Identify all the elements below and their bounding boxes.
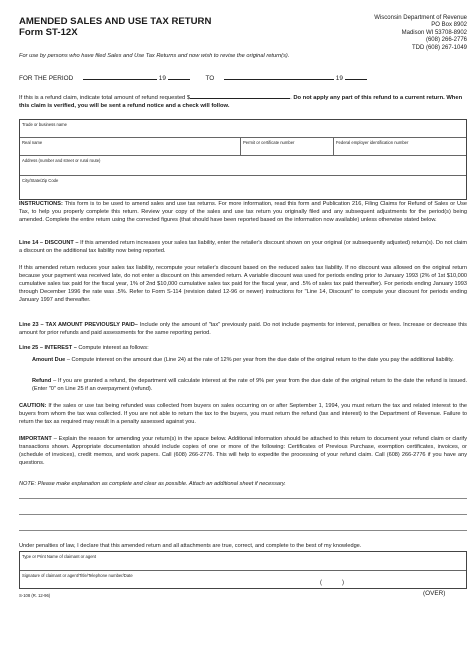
instructions-label: INSTRUCTIONS: [19, 201, 63, 207]
note-text: NOTE: Please make explanation as complete and clear as possible. Attach an additional sheet if necessary. [19, 481, 286, 487]
refund-claim-label: If this is a refund claim, indicate total amount of refund requested $ [19, 95, 191, 101]
form-title [19, 16, 211, 38]
phone-open-paren: ( [320, 580, 322, 586]
address-row[interactable] [20, 156, 466, 176]
period-start-year-field[interactable] [168, 73, 190, 80]
permit-number-field[interactable] [240, 138, 333, 155]
agency-name: Wisconsin Department of Revenue [374, 15, 467, 21]
line25-label: Line 25 – INTEREST – [19, 345, 77, 351]
amount-due-label: Amount Due [32, 357, 66, 363]
phone-close-paren: ) [342, 580, 344, 586]
refund-claim-warning: Do not apply any part of this refund to a current return. When this claim is verified, you will be sent a refund notice and a check will follow. [19, 95, 463, 109]
agency-city: Madison WI 53708-8902 [401, 29, 467, 36]
real-name-row [20, 138, 466, 156]
explanation-line-2[interactable] [19, 514, 467, 515]
period-to-label: TO [205, 75, 215, 82]
amount-due-section [19, 357, 467, 365]
line14-para2: If this amended return reduces your sales tax liability, recompute your retailer's discount based on the reduced sales tax liability. If no discount was allowed on the original return because your payment was received late, do not enter a discount on this amended return. A variable discount was used for periods ending prior to January 1993 (2% of 1st $10,000 cumulative sales tax paid for the fiscal year, 1% of 2nd $10,000 cumulative sales tax paid for the fiscal year, and .5% of sales tax paid thereafter). For periods ending January 1993 through December 1996 the rate was .5%. Refer to Form S-114 (revision dated 12-96 or newer) instructions for "Line 14, Discount" to compute your discount for periods ending January 1997 and thereafter. [19, 265, 467, 303]
period-end-year-field[interactable] [345, 73, 367, 80]
period-end-field[interactable] [224, 73, 334, 80]
line14-text: If this amended return increases your sales tax liability, enter the retailer's discount shown on your original (or subsequently adjusted) return(s). Do not claim a discount on the additional tax liability now being reported. [19, 240, 467, 254]
city-state-zip-label: City/State/Zip Code [22, 177, 59, 183]
line23-label: Line 23 – TAX AMOUNT PREVIOUSLY PAID– [19, 322, 138, 328]
caution-label: CAUTION: [19, 403, 47, 409]
period-start-field[interactable] [83, 73, 157, 80]
declaration-text: Under penalties of law, I declare that this amended return and all attachments are true, correct, and complete to the best of my knowledge. [19, 543, 362, 549]
trade-name-row[interactable] [20, 120, 466, 138]
form-title-main: AMENDED SALES AND USE TAX RETURN [19, 16, 212, 27]
taxpayer-info-box [19, 119, 467, 200]
form-code: S-108 (R. 12-96) [19, 593, 51, 598]
line23-text: Include only the amount of "tax" previously paid. Do not include payments for interest, penalties or fees. Increase or decrease this amount for prior refunds and paid assessments for the same reporting period. [19, 322, 467, 336]
real-name-field[interactable] [20, 138, 240, 155]
line14-label: Line 14 – DISCOUNT – [19, 240, 79, 246]
federal-id-label: Federal employer identification number [336, 139, 409, 145]
refund-interest-text: – If you are granted a refund, the department will calculate interest at the rate of 9% per year from the due date of the original return to the date the refund is issued. (Enter "0" on Line 25 if an overpayment (refund). [32, 378, 467, 392]
line23-section [19, 322, 467, 338]
important-label: IMPORTANT [19, 436, 52, 442]
permit-number-label: Permit or certificate number [243, 139, 295, 145]
line25-section [19, 345, 467, 353]
signature-field[interactable] [20, 571, 466, 590]
trade-name-label: Trade or business name [22, 121, 67, 127]
important-text: – Explain the reason for amending your return(s) in the space below. Additional information should be attached to this return to document your refund claim or clarify transactions shown. Appropriate documentation should include copies of one or more of the following: Certificates of Previous Purchase, exemption certificates, invoices, or (schedule of invoices), credit memos, and work papers. Call (608) 266-2776. This will help to expedite the processing of your refund claim. Call (608) 266-2776 if you have any questions. [19, 436, 467, 466]
amount-due-text: – Compute interest on the amount due (Line 24) at the rate of 12% per year from the due date of the original return to the date you pay the additional liability. [66, 357, 454, 363]
caution-text: If the sales or use tax being refunded was collected from buyers on sales occurring on or after September 1, 1994, you must return the tax and related interest to the buyers from whom the tax was collected. If you are not able to return the tax to the buyers, you must return the refund (tax and interest) to the Department of Revenue. Failure to return the tax as required may result in a penalty assessed against you. [19, 403, 467, 425]
signature-label: Signature of claimant or agent/Title/Telephone number/Date [22, 572, 133, 578]
over-label: (OVER) [423, 590, 446, 597]
agency-phone: (608) 266-2776 [425, 37, 467, 44]
intro-text: For use by persons who have filed Sales and Use Tax Returns and now wish to revise the original return(s). [19, 53, 290, 59]
real-name-label: Real name [22, 139, 43, 145]
instructions-section [19, 201, 467, 225]
refund-interest-section [19, 378, 467, 394]
refund-claim-text: If this is a refund claim, indicate total amount of refund requested $ . Do not apply any part of this refund to a current return. When this claim is verified, you will be sent a refund notice and a check will follow. [19, 92, 467, 110]
federal-id-field[interactable] [333, 138, 468, 155]
print-name-label: Type or Print Name of claimant or agent [22, 553, 97, 559]
agency-address [372, 15, 467, 52]
period-label: FOR THE PERIOD [19, 75, 74, 82]
explanation-line-1[interactable] [19, 498, 467, 499]
agency-tdd: TDD (608) 267-1049 [411, 44, 467, 51]
form-number: Form ST-12X [19, 27, 78, 38]
refund-interest-label: Refund [32, 378, 52, 384]
instructions-text: This form is to be used to amend sales and use tax returns. For more information, read this form and Publication 216, Filing Claims for Refund of Sales or Use Tax, to help you properly complete this return. Review your copy of the sales and use tax return you originally filed and any subsequent adjustments for the period(s) being amended. Complete the entire return using the corrected figures (that should have been reported based on the information now available) unless otherwise stated below. [19, 201, 468, 223]
important-section [19, 436, 467, 468]
line14-section [19, 240, 467, 256]
refund-amount-field[interactable] [190, 92, 290, 99]
period-year-prefix-2: 19 [335, 75, 343, 82]
city-state-zip-row[interactable] [20, 176, 466, 201]
print-name-field[interactable] [20, 552, 466, 571]
agency-po-box: PO Box 8902 [431, 22, 467, 29]
address-label: Address (number and street or rural route) [22, 157, 101, 163]
signature-box [19, 551, 467, 589]
explanation-line-3[interactable] [19, 530, 467, 531]
line25-text: Compute interest as follows: [78, 345, 149, 351]
period-row [19, 73, 367, 82]
period-year-prefix: 19 [158, 75, 166, 82]
caution-section [19, 403, 467, 427]
